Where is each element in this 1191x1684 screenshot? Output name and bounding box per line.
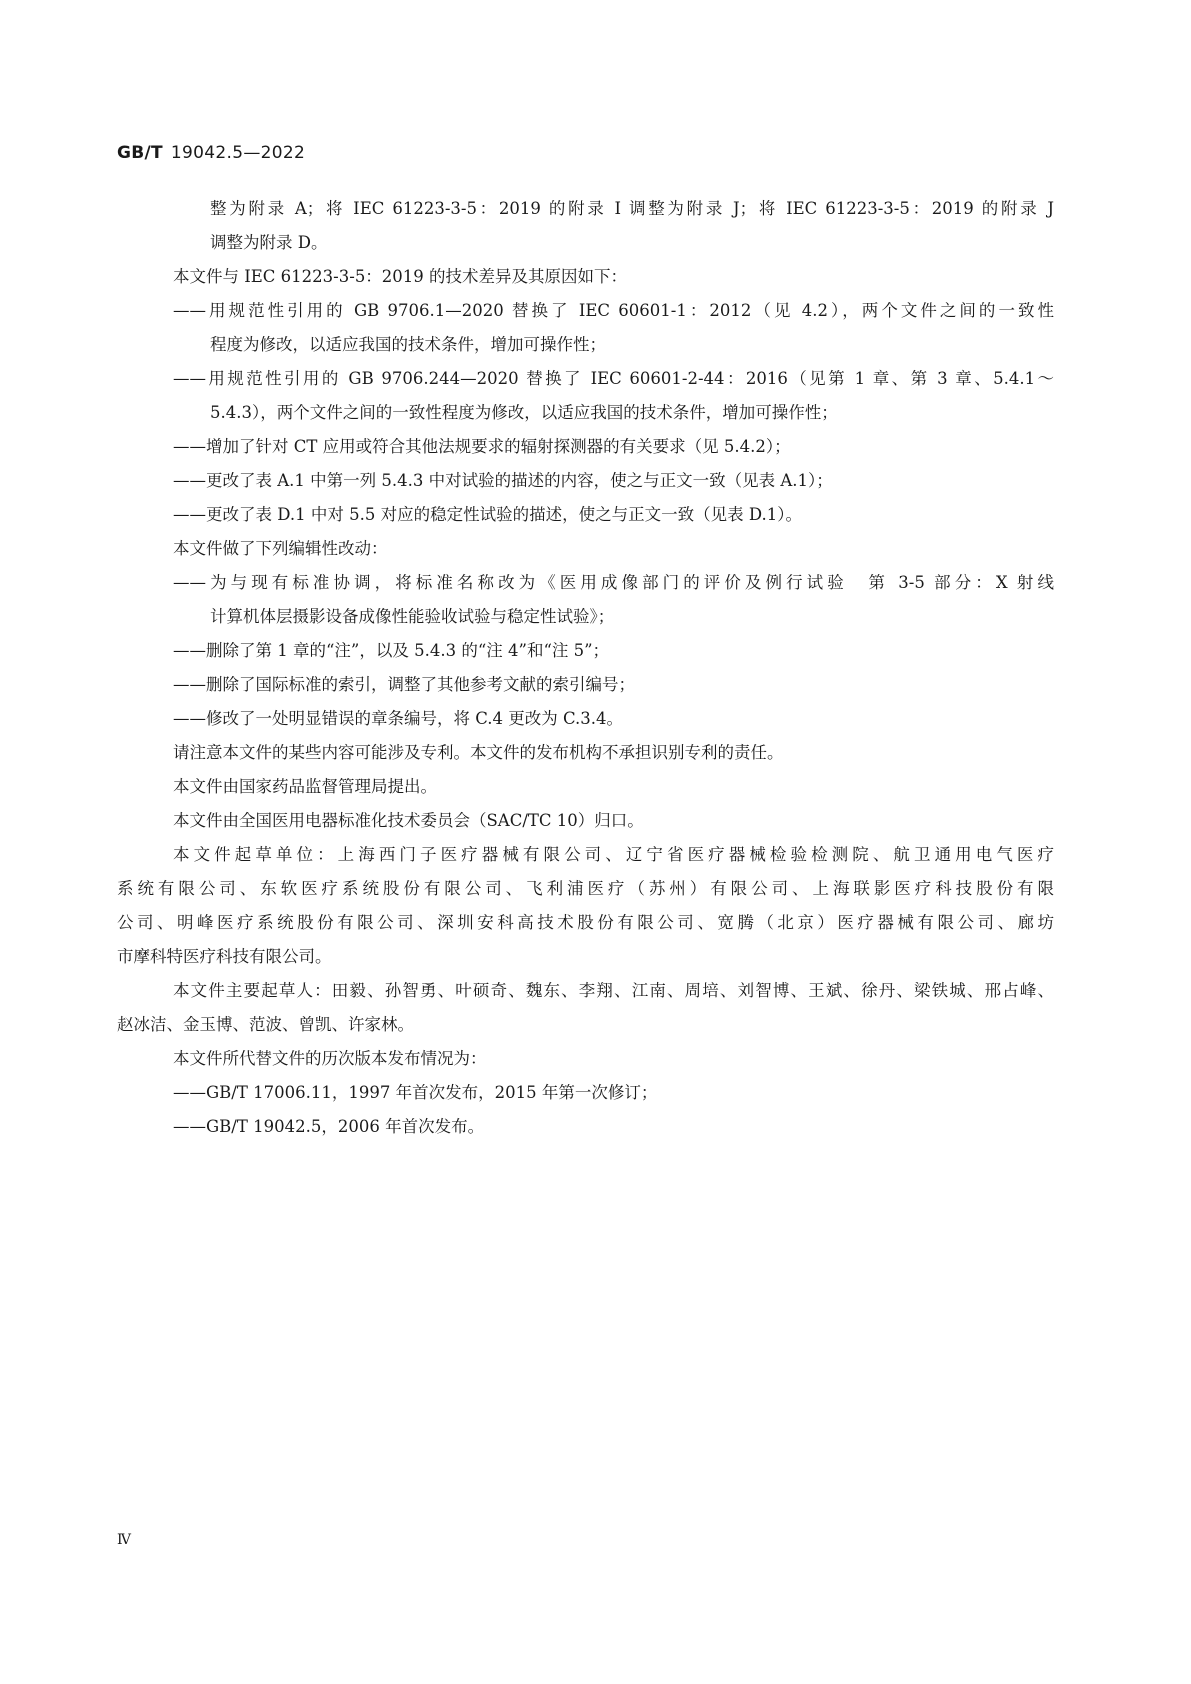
list-item: ——修改了一处明显错误的章条编号，将 C.4 更改为 C.3.4。 xyxy=(173,709,624,728)
document-body xyxy=(117,192,1054,1144)
list-item: ——用规范性引用的 GB 9706.244—2020 替换了 IEC 60601-2-44：2016（见第 1 章、第 3 章、5.4.1～ xyxy=(173,369,1054,388)
standard-header xyxy=(117,143,305,163)
list-item: ——删除了第 1 章的“注”，以及 5.4.3 的“注 4”和“注 5”； xyxy=(173,641,610,660)
list-item: ——更改了表 A.1 中第一列 5.4.3 中对试验的描述的内容，使之与正文一致（见表 A.1）； xyxy=(173,471,833,490)
text-line: 调整为附录 D。 xyxy=(210,233,328,252)
list-item: ——删除了国际标准的索引，调整了其他参考文献的索引编号； xyxy=(173,675,635,694)
text-line: 本文件所代替文件的历次版本发布情况为： xyxy=(173,1049,487,1068)
standard-code: GB/T xyxy=(117,143,163,163)
text-line: 5.4.3），两个文件之间的一致性程度为修改，以适应我国的技术条件，增加可操作性； xyxy=(210,403,838,422)
text-line: 公司、明峰医疗系统股份有限公司、深圳安科高技术股份有限公司、宽腾（北京）医疗器械有限公司、廊坊 xyxy=(117,913,1054,932)
list-item: ——增加了针对 CT 应用或符合其他法规要求的辐射探测器的有关要求（见 5.4.2）； xyxy=(173,437,791,456)
text-line: 赵冰洁、金玉博、范波、曾凯、许家林。 xyxy=(117,1015,414,1034)
text-line: 请注意本文件的某些内容可能涉及专利。本文件的发布机构不承担识别专利的责任。 xyxy=(173,743,784,762)
text-line: 程度为修改，以适应我国的技术条件，增加可操作性； xyxy=(210,335,606,354)
text-line: 本文件与 IEC 61223-3-5：2019 的技术差异及其原因如下： xyxy=(173,267,628,286)
text-line: 市摩科特医疗科技有限公司。 xyxy=(117,947,332,966)
text-line: 整为附录 A；将 IEC 61223-3-5：2019 的附录 I 调整为附录 J；将 IEC 61223-3-5：2019 的附录 J xyxy=(210,199,1054,218)
text-line: 系统有限公司、东软医疗系统股份有限公司、飞利浦医疗（苏州）有限公司、上海联影医疗科技股份有限 xyxy=(117,879,1054,898)
text-line: 本文件主要起草人：田毅、孙智勇、叶硕奇、魏东、李翔、江南、周培、刘智博、王斌、徐丹、梁铁城、邢占峰、 xyxy=(173,981,1054,1000)
page-number: Ⅳ xyxy=(117,1532,131,1548)
text-line: 本文件做了下列编辑性改动： xyxy=(173,539,388,558)
standard-number: 19042.5—2022 xyxy=(170,143,306,163)
list-item: ——GB/T 17006.11，1997 年首次发布，2015 年第一次修订； xyxy=(173,1083,658,1102)
list-item: ——用规范性引用的 GB 9706.1—2020 替换了 IEC 60601-1：2012（见 4.2），两个文件之间的一致性 xyxy=(173,301,1054,320)
list-item: ——GB/T 19042.5，2006 年首次发布。 xyxy=(173,1117,485,1136)
text-line: 本文件由全国医用电器标准化技术委员会（SAC/TC 10）归口。 xyxy=(173,811,644,830)
text-line: 计算机体层摄影设备成像性能验收试验与稳定性试验》； xyxy=(210,607,615,626)
text-line: 本文件起草单位：上海西门子医疗器械有限公司、辽宁省医疗器械检验检测院、航卫通用电气医疗 xyxy=(173,845,1054,864)
list-item: ——为与现有标准协调，将标准名称改为《医用成像部门的评价及例行试验 第 3-5 部分：X 射线 xyxy=(173,573,1054,592)
text-line: 本文件由国家药品监督管理局提出。 xyxy=(173,777,437,796)
list-item: ——更改了表 D.1 中对 5.5 对应的稳定性试验的描述，使之与正文一致（见表 D.1）。 xyxy=(173,505,802,524)
